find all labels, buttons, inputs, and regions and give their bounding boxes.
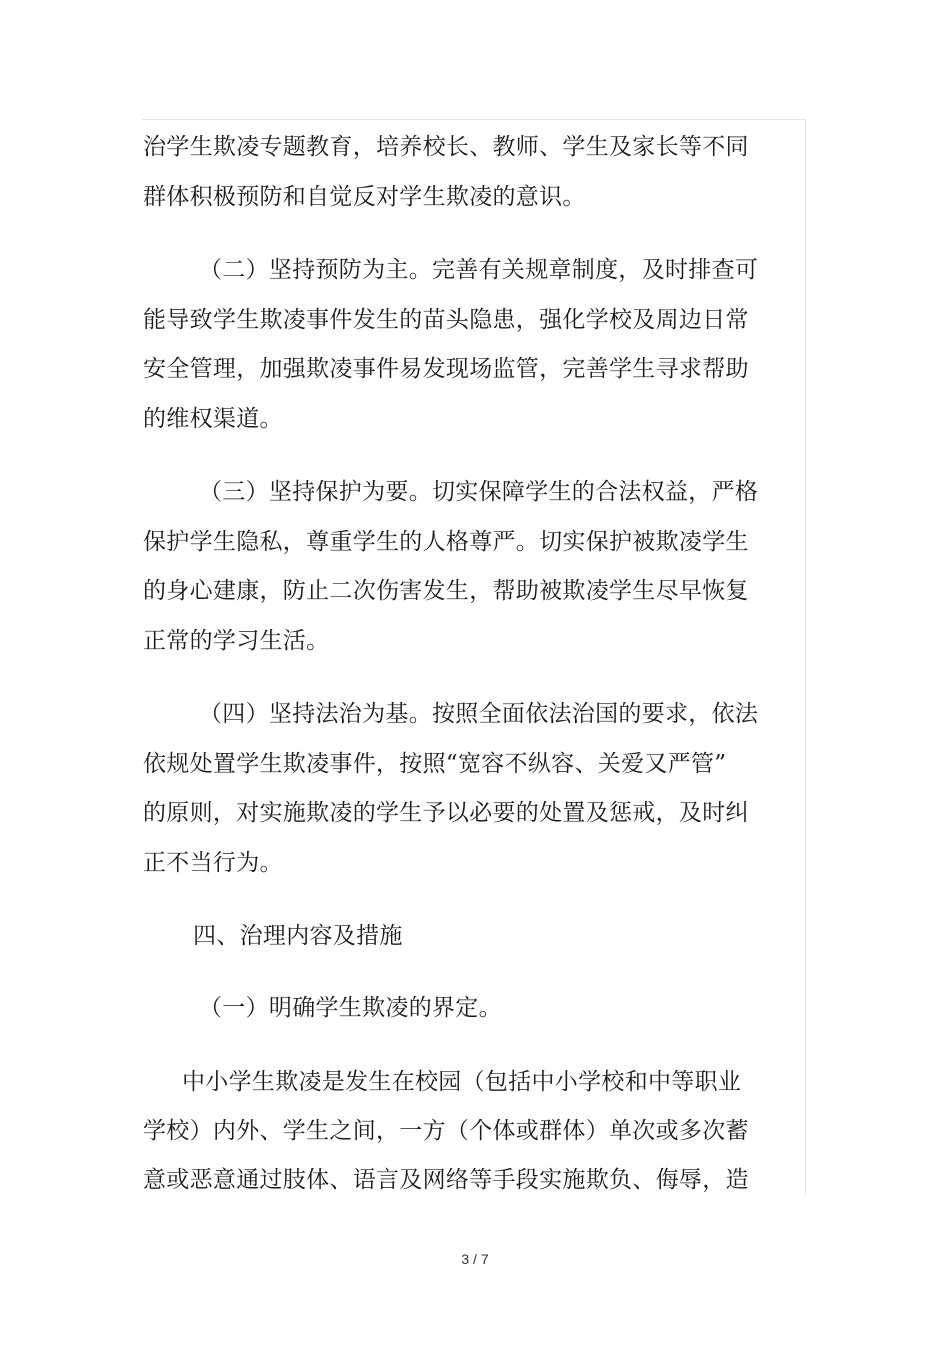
text-line: 治学生欺凌专题教育，培养校长、教师、学生及家长等不同 [143, 134, 749, 160]
text-line: 依规处置学生欺凌事件，按照“宽容不纵容、关爱又严管” [143, 751, 727, 777]
text-line: 学校）内外、学生之间，一方（个体或群体）单次或多次蓄 [143, 1118, 749, 1144]
subsection-heading: （一）明确学生欺凌的界定。 [199, 995, 502, 1021]
text-line: 安全管理，加强欺凌事件易发现场监管，完善学生寻求帮助 [143, 356, 749, 382]
section-heading: 四、治理内容及措施 [193, 923, 403, 949]
text-line: 中小学生欺凌是发生在校园（包括中小学校和中等职业 [182, 1069, 742, 1095]
text-line: 的原则，对实施欺凌的学生予以必要的处置及惩戒，及时纠 [143, 800, 749, 826]
text-line: 正常的学习生活。 [143, 628, 330, 654]
text-line: 群体积极预防和自觉反对学生欺凌的意识。 [143, 184, 586, 210]
paragraph-heading-3: （三）坚持保护为要。切实保障学生的合法权益，严格 [199, 479, 759, 505]
text-line: 正不当行为。 [143, 850, 283, 876]
text-line: 意或恶意通过肢体、语言及网络等手段实施欺负、侮辱，造 [143, 1167, 749, 1193]
page-number: 3 / 7 [461, 1251, 489, 1267]
paragraph-heading-2: （二）坚持预防为主。完善有关规章制度，及时排查可 [199, 257, 759, 283]
text-line: 的维权渠道。 [143, 406, 283, 432]
paragraph-heading-4: （四）坚持法治为基。按照全面依法治国的要求，依法 [199, 701, 759, 727]
text-line: 保护学生隐私，尊重学生的人格尊严。切实保护被欺凌学生 [143, 529, 749, 555]
text-line: 的身心建康，防止二次伤害发生，帮助被欺凌学生尽早恢复 [143, 578, 749, 604]
text-line: 能导致学生欺凌事件发生的苗头隐患，强化学校及周边日常 [143, 307, 749, 333]
